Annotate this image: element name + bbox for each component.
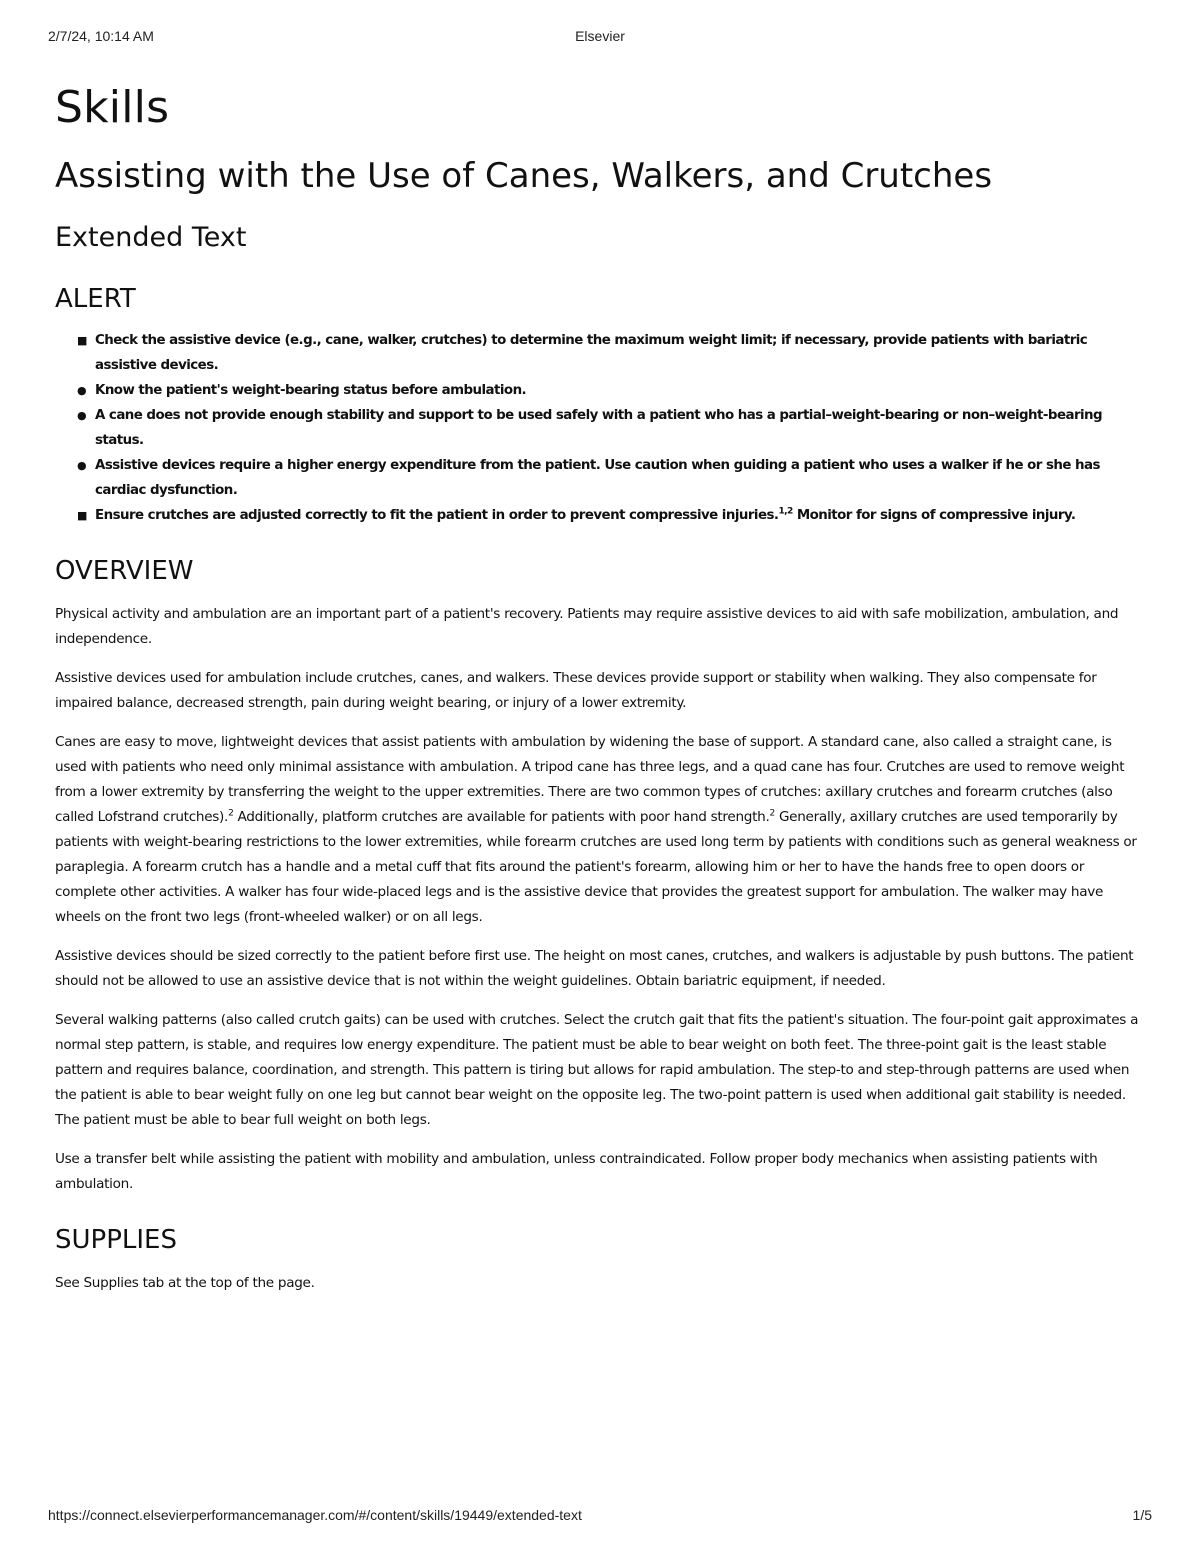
overview-paragraph: Physical activity and ambulation are an important part of a patient's recovery. Patients may require assistive devices to aid with safe mobilization, ambulation, and independence. bbox=[55, 606, 1119, 647]
bullet-icon: ● bbox=[77, 409, 87, 422]
overview-paragraph: Assistive devices used for ambulation include crutches, canes, and walkers. These devices provide support or stability when walking. They also compensate for impaired balance, decreased strength, pain during weight bearing, or injury of a lower extremity. bbox=[55, 670, 1097, 711]
alert-item bbox=[77, 403, 1147, 453]
citation-superscript[interactable]: 1,2 bbox=[778, 506, 793, 517]
citation-superscript[interactable]: 2 bbox=[228, 808, 234, 819]
alert-text: Know the patient's weight-bearing status before ambulation. bbox=[95, 383, 527, 398]
alert-text: Ensure crutches are adjusted correctly to fit the patient in order to prevent compressive injuries. bbox=[95, 508, 779, 523]
citation-superscript[interactable]: 2 bbox=[769, 808, 775, 819]
overview-paragraph bbox=[55, 730, 1147, 930]
bullet-icon: ● bbox=[77, 384, 87, 397]
bullet-icon: ● bbox=[77, 459, 87, 472]
overview-heading: OVERVIEW bbox=[55, 556, 194, 586]
page-title: Assisting with the Use of Canes, Walkers, and Crutches bbox=[55, 156, 993, 196]
paragraph-text: Generally, axillary crutches are used temporarily by patients with weight-bearing restrictions to the lower extremities, while forearm crutches are used long term by patients with conditions such as general weakness or paraplegia. A forearm crutch has a handle and a metal cuff that fits around the patient's forearm, allowing him or her to have the hands free to open doors or complete other activities. A walker has four wide-placed legs and is the assistive device that provides the greatest support for ambulation. The walker may have wheels on the front two legs (front-wheeled walker) or on all legs. bbox=[55, 809, 1137, 925]
bullet-icon: ■ bbox=[77, 334, 87, 347]
print-header bbox=[48, 28, 1152, 48]
supplies-heading: SUPPLIES bbox=[55, 1225, 177, 1255]
alert-text: Check the assistive device (e.g., cane, walker, crutches) to determine the maximum weight limit; if necessary, provide patients with bariatric assistive devices. bbox=[95, 333, 1088, 373]
page-number: 1/5 bbox=[1132, 1507, 1152, 1523]
page-url[interactable]: https://connect.elsevierperformancemanager.com/#/content/skills/19449/extended-text bbox=[48, 1507, 582, 1523]
page-category-heading: Skills bbox=[55, 82, 170, 133]
overview-paragraph: Use a transfer belt while assisting the patient with mobility and ambulation, unless contraindicated. Follow proper body mechanics when assisting patients with ambulation. bbox=[55, 1151, 1098, 1192]
print-timestamp: 2/7/24, 10:14 AM bbox=[48, 28, 154, 44]
alert-item bbox=[77, 378, 1147, 403]
document-content bbox=[55, 78, 1147, 1296]
bullet-icon: ■ bbox=[77, 509, 87, 522]
print-site-name: Elsevier bbox=[575, 28, 625, 44]
print-footer bbox=[48, 1507, 1152, 1527]
alert-text: A cane does not provide enough stability and support to be used safely with a patient who has a partial–weight-bearing or non–weight-bearing status. bbox=[95, 408, 1103, 448]
paragraph-text: Canes are easy to move, lightweight devices that assist patients with ambulation by widening the base of support. A standard cane, also called a straight cane, is used with patients who need only minimal assistance with ambulation. A tripod cane has three legs, and a quad cane has four. Crutches are used to remove weight from a lower extremity by transferring the weight to the upper extremities. There are two common types of crutches: axillary crutches and forearm crutches (also called Lofstrand crutches). bbox=[55, 734, 1125, 825]
alert-text: Assistive devices require a higher energy expenditure from the patient. Use caution when guiding a patient who uses a walker if he or she has cardiac dysfunction. bbox=[95, 458, 1100, 498]
alert-list bbox=[55, 328, 1147, 528]
alert-item bbox=[77, 503, 1147, 528]
overview-paragraph: Several walking patterns (also called crutch gaits) can be used with crutches. Select the crutch gait that fits the patient's situation. The four-point gait approximates a normal step pattern, is stable, and requires low energy expenditure. The patient must be able to bear weight on both feet. The three-point gait is the least stable pattern and requires balance, coordination, and strength. This pattern is tiring but allows for rapid ambulation. The step-to and step-through patterns are used when the patient is able to bear weight fully on one leg but cannot bear weight on the opposite leg. The two-point pattern is used when additional gait stability is needed. The patient must be able to bear full weight on both legs. bbox=[55, 1012, 1139, 1128]
supplies-text: See Supplies tab at the top of the page. bbox=[55, 1275, 315, 1291]
paragraph-text: Additionally, platform crutches are available for patients with poor hand strength. bbox=[233, 809, 770, 825]
overview-paragraph: Assistive devices should be sized correctly to the patient before first use. The height on most canes, crutches, and walkers is adjustable by push buttons. The patient should not be allowed to use an assistive device that is not within the weight guidelines. Obtain bariatric equipment, if needed. bbox=[55, 948, 1134, 989]
alert-item bbox=[77, 453, 1147, 503]
alert-item bbox=[77, 328, 1147, 378]
alert-text-continued: Monitor for signs of compressive injury. bbox=[792, 508, 1076, 523]
page-subtitle: Extended Text bbox=[55, 222, 247, 253]
alert-heading: ALERT bbox=[55, 284, 136, 314]
